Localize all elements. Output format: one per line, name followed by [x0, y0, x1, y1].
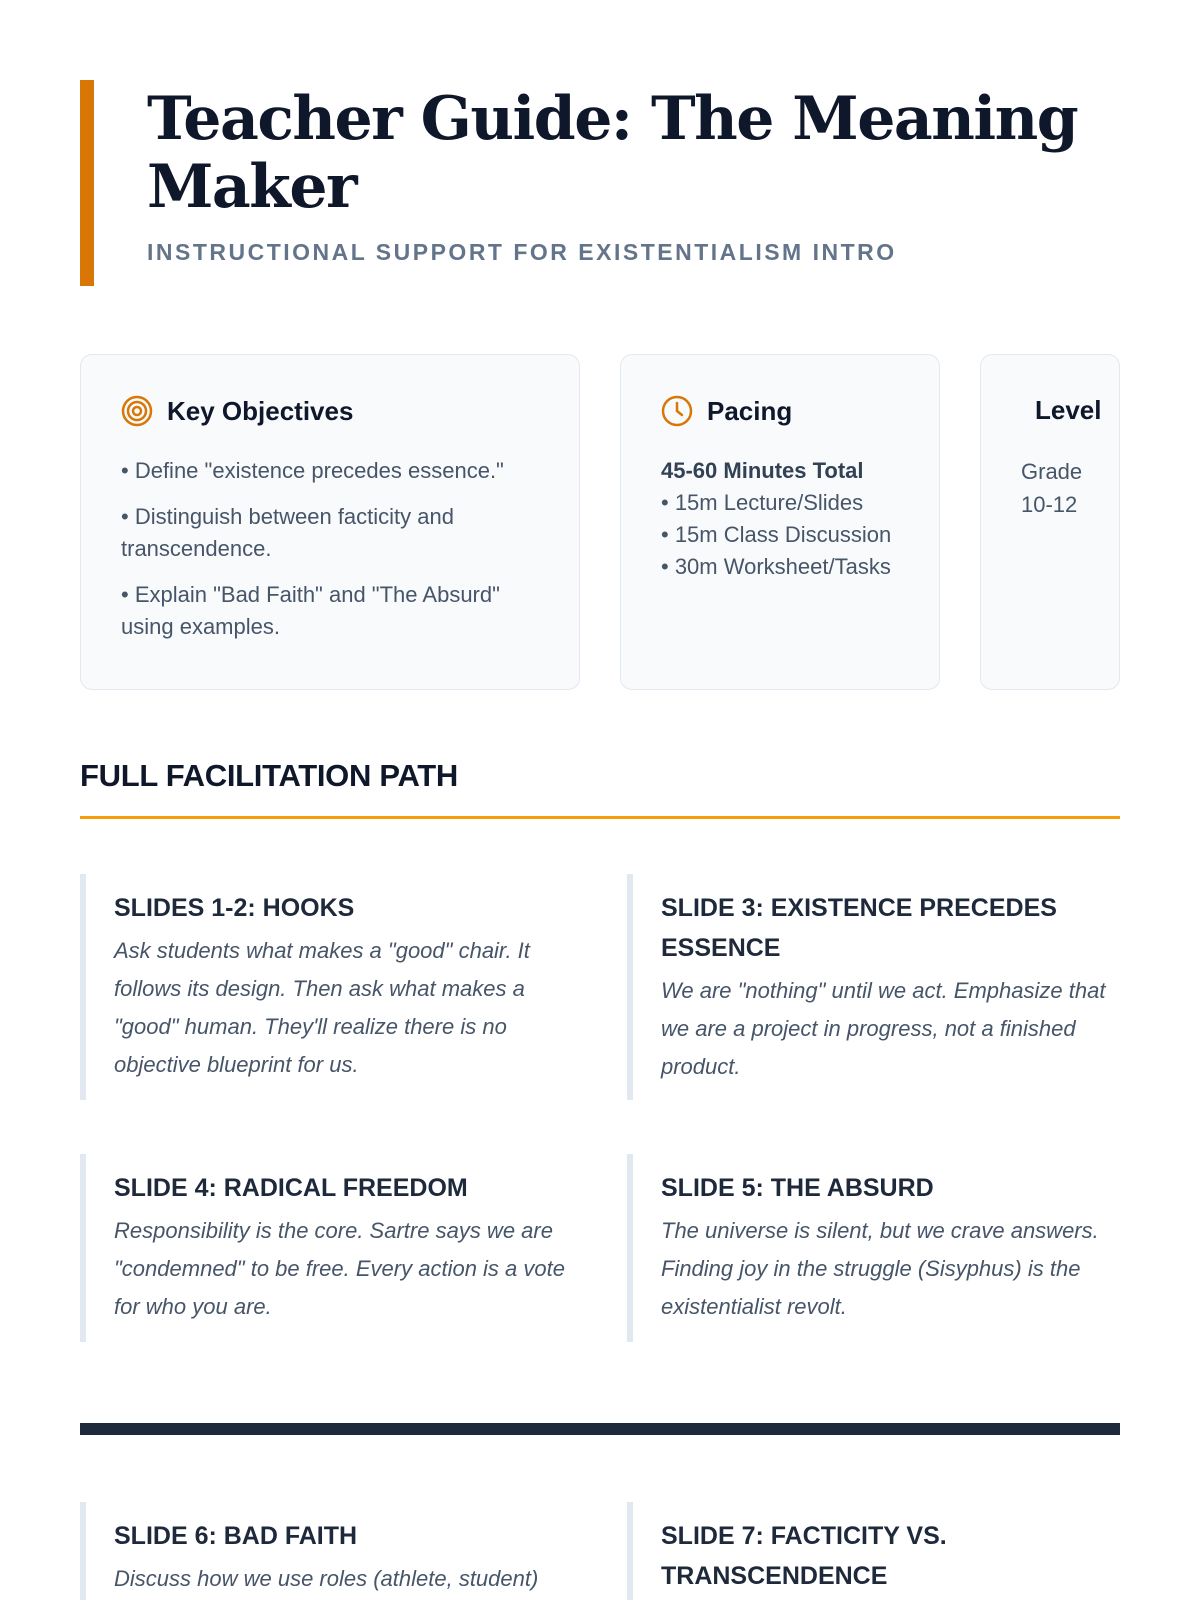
target-icon [121, 395, 153, 427]
pacing-total: 45-60 Minutes Total [661, 458, 864, 483]
slide-description: Responsibility is the core. Sartre says we are "condemned" to be free. Every action is a vote for who you are. [114, 1218, 565, 1319]
objectives-card [80, 354, 580, 690]
slide-card [80, 1154, 580, 1342]
slide-description: We are "nothing" until we act. Emphasize that we are a project in progress, not a finished product. [661, 978, 1106, 1079]
slide-card [627, 1502, 1127, 1600]
page-header [80, 80, 1120, 286]
level-card-header [1035, 395, 1102, 426]
pacing-card-title: Pacing [707, 395, 793, 426]
section-title: FULL FACILITATION PATH [80, 758, 458, 793]
slide-title: SLIDE 7: FACTICITY VS. TRANSCENDENCE [661, 1522, 947, 1590]
slide-title: SLIDE 6: BAD FAITH [114, 1522, 358, 1550]
pacing-card [620, 354, 940, 690]
slide-card [627, 874, 1127, 1100]
slide-title: SLIDE 4: RADICAL FREEDOM [114, 1174, 468, 1202]
pacing-item: • 15m Class Discussion [661, 522, 892, 547]
pacing-card-header [661, 395, 792, 427]
objective-item: • Explain "Bad Faith" and "The Absurd" using examples. [121, 582, 500, 639]
slide-title: SLIDE 3: EXISTENCE PRECEDES ESSENCE [661, 894, 1057, 962]
objectives-card-header [121, 395, 353, 427]
pacing-item: • 30m Worksheet/Tasks [661, 554, 891, 579]
slide-card [80, 874, 580, 1100]
pacing-item: • 15m Lecture/Slides [661, 490, 864, 515]
section-rule [80, 816, 1120, 819]
clock-icon [661, 395, 693, 427]
level-card [980, 354, 1120, 690]
slide-card [80, 1502, 580, 1600]
section-divider [80, 1423, 1120, 1435]
level-card-title: Level [1035, 395, 1102, 425]
slide-description: Discuss how we use roles (athlete, student) [114, 1566, 539, 1591]
page-title: Teacher Guide: The Meaning Maker [147, 84, 1078, 222]
slide-description: Ask students what makes a "good" chair. It follows its design. Then ask what makes a "good" human. They'll realize there is no objective blueprint for us. [114, 938, 530, 1077]
pacing-list [661, 455, 901, 583]
objective-item: • Define "existence precedes essence." [121, 458, 504, 483]
slide-card [627, 1154, 1127, 1342]
slide-title: SLIDE 5: THE ABSURD [661, 1174, 934, 1202]
objective-item: • Distinguish between facticity and transcendence. [121, 504, 454, 561]
page-subtitle: INSTRUCTIONAL SUPPORT FOR EXISTENTIALISM INTRO [147, 239, 897, 265]
objectives-list [121, 455, 541, 657]
slide-title: SLIDES 1-2: HOOKS [114, 894, 355, 922]
level-value: Grade 10-12 [1021, 459, 1083, 517]
objectives-card-title: Key Objectives [167, 395, 354, 426]
slide-description: The universe is silent, but we crave answers. Finding joy in the struggle (Sisyphus) is the existentialist revolt. [661, 1218, 1099, 1319]
